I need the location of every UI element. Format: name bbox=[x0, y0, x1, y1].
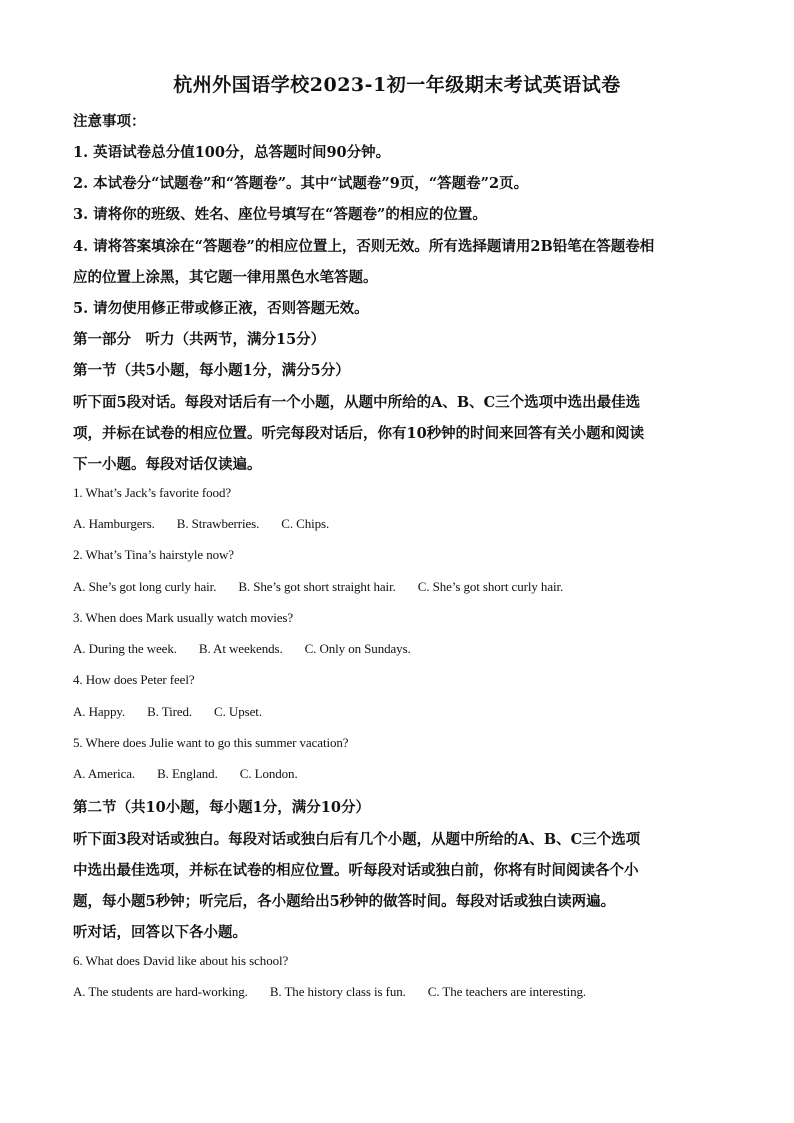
notice-item: 4. 请将答案填涂在“答题卷”的相应位置上，否则无效。所有选择题请用2B铅笔在答题卷相 bbox=[73, 238, 655, 255]
notice-item: 应的位置上涂黑，其它题一律用黑色水笔答题。 bbox=[73, 269, 378, 286]
question-text: 5. Where does Julie want to go this summer vacation? bbox=[73, 735, 349, 750]
section-instructions: 听下面5段对话。每段对话后有一个小题，从题中所给的A、B、C三个选项中选出最佳选 bbox=[73, 394, 641, 411]
notice-item: 2. 本试卷分“试题卷”和“答题卷”。其中“试题卷”9页，“答题卷”2页。 bbox=[73, 175, 529, 192]
question-text: 3. When does Mark usually watch movies? bbox=[73, 610, 294, 625]
option-a: A. The students are hard-working. bbox=[73, 984, 248, 999]
question-text: 4. How does Peter feel? bbox=[73, 672, 195, 687]
section-heading: 第一节（共5小题，每小题1分，满分5分） bbox=[73, 362, 350, 379]
option-b: B. She’s got short straight hair. bbox=[238, 579, 396, 594]
option-c: C. Upset. bbox=[214, 704, 262, 719]
notice-item: 3. 请将你的班级、姓名、座位号填写在“答题卷”的相应的位置。 bbox=[73, 206, 487, 223]
option-a: A. Happy. bbox=[73, 704, 126, 719]
section-instructions: 听对话，回答以下各小题。 bbox=[73, 924, 247, 941]
option-a: A. Hamburgers. bbox=[73, 516, 155, 531]
exam-title: 杭州外国语学校2023-1初一年级期末考试英语试卷 bbox=[173, 74, 621, 96]
option-b: B. Strawberries. bbox=[176, 516, 260, 531]
question-text: 6. What does David like about his school? bbox=[73, 953, 289, 968]
section-instructions: 听下面3段对话或独白。每段对话或独白后有几个小题，从题中所给的A、B、C三个选项 bbox=[73, 831, 641, 848]
option-c: C. Only on Sundays. bbox=[304, 641, 411, 656]
option-b: B. At weekends. bbox=[198, 641, 283, 656]
option-c: C. She’s got short curly hair. bbox=[417, 579, 564, 594]
question-options bbox=[73, 516, 723, 532]
option-b: B. Tired. bbox=[147, 704, 193, 719]
notice-item: 5. 请勿使用修正带或修正液，否则答题无效。 bbox=[73, 300, 369, 317]
question-options bbox=[73, 641, 723, 657]
section-instructions: 下一小题。每段对话仅读遍。 bbox=[73, 456, 262, 473]
option-a: A. America. bbox=[73, 766, 136, 781]
option-a: A. She’s got long curly hair. bbox=[73, 579, 217, 594]
section-instructions: 项，并标在试卷的相应位置。听完每段对话后，你有10秒钟的时间来回答有关小题和阅读 bbox=[73, 425, 645, 442]
option-b: B. England. bbox=[157, 766, 218, 781]
section-heading: 第二节（共10小题，每小题1分，满分10分） bbox=[73, 799, 370, 816]
question-options bbox=[73, 766, 723, 782]
option-c: C. London. bbox=[239, 766, 298, 781]
question-options bbox=[73, 984, 723, 1000]
section-instructions: 题，每小题5秒钟；听完后，各小题给出5秒钟的做答时间。每段对话或独白读两遍。 bbox=[73, 893, 616, 910]
notice-heading: 注意事项： bbox=[73, 113, 146, 130]
question-text: 1. What’s Jack’s favorite food? bbox=[73, 485, 232, 500]
part-heading: 第一部分 听力（共两节，满分15分） bbox=[73, 331, 326, 348]
notice-item: 1. 英语试卷总分值100分，总答题时间90分钟。 bbox=[73, 144, 391, 161]
option-c: C. The teachers are interesting. bbox=[427, 984, 587, 999]
option-c: C. Chips. bbox=[281, 516, 330, 531]
section-instructions: 中选出最佳选项，并标在试卷的相应位置。听每段对话或独白前，你将有时间阅读各个小 bbox=[73, 862, 639, 879]
question-text: 2. What’s Tina’s hairstyle now? bbox=[73, 547, 234, 562]
question-options bbox=[73, 579, 723, 595]
option-b: B. The history class is fun. bbox=[269, 984, 406, 999]
question-options bbox=[73, 704, 723, 720]
option-a: A. During the week. bbox=[73, 641, 177, 656]
